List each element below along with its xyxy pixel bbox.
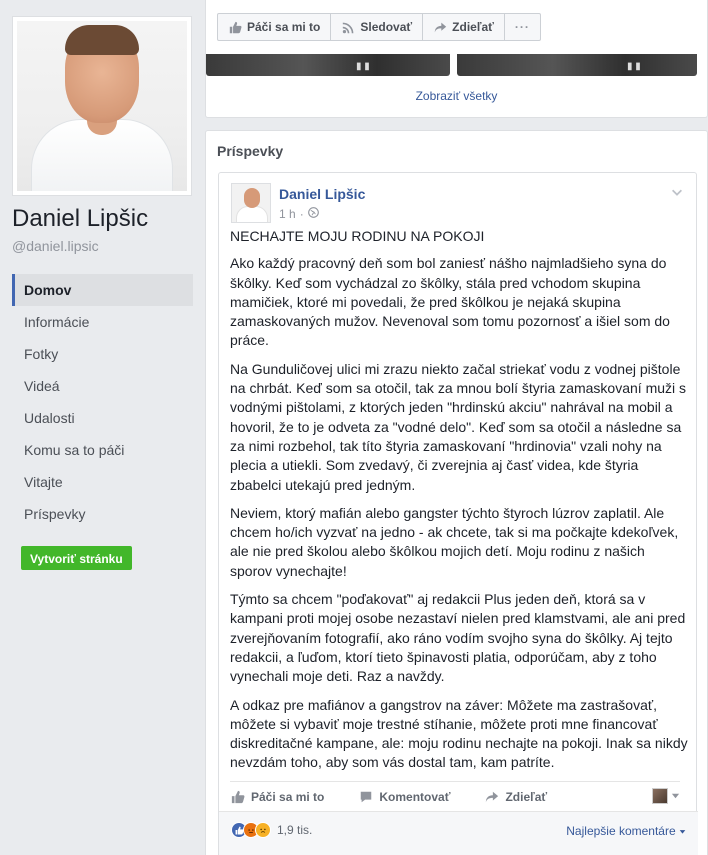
caret-down-icon (671, 789, 680, 803)
nav-item-informacie[interactable]: Informácie (24, 314, 90, 330)
page-action-bar (217, 13, 541, 41)
reaction-count: 1,9 tis. (277, 823, 313, 837)
posts-section-title: Príspevky (217, 143, 284, 159)
post-paragraph: Na Gunduličovej ulici mi zrazu niekto začal striekať vodu z vodnej pištole na chrbát. Keď som sa otočil, tak za mnou bolí štyria zamaskovaní muži s vodnými pištolami, z ktorých jeden "hrdinskú akciu" nahrával na mobil a hovoril, že to je odveta za "vodné delo". Keď som sa otočil a následne sa za nimi rozbehol, tak títo štyria zamaskovaní "hrdinovia" vzali nohy na plecia a utiekli. Som zvedavý, či zverejnia aj časť videa, kde štyria zbabelci utekajú pred jedným. (230, 360, 687, 493)
meta-dot: · (299, 207, 304, 221)
globe-icon (308, 207, 319, 221)
post-headline: NECHAJTE MOJU RODINU NA POKOJI (230, 228, 485, 244)
nav-item-vitajte[interactable]: Vitajte (24, 474, 63, 490)
share-arrow-icon (433, 20, 447, 34)
page-nav (12, 274, 193, 530)
sad-reaction-icon (255, 822, 271, 838)
share-page-label: Zdieľať (452, 20, 494, 34)
thumbs-up-icon (228, 20, 242, 34)
post (218, 172, 697, 855)
more-options-button[interactable] (505, 14, 540, 40)
photo-thumbnail[interactable] (457, 54, 697, 76)
post-paragraph: A odkaz pre mafiánov a gangstrov na záver: Môžete ma zastrašovať, môžete si vybaviť moje trestné stíhanie, môžete proti mne financovať diskreditačné kampane, ale: moju rodinu nechajte na pokoji. Inak sa nikdy nevzdám toho, aby som vás dostal tam, kam patríte. (230, 696, 688, 771)
share-page-button[interactable] (423, 14, 505, 40)
photo-likes-icon: ▮ ▮ (356, 61, 370, 72)
page-header-card (205, 0, 708, 118)
more-dots-icon: ··· (514, 20, 530, 34)
reactions-row (219, 811, 698, 855)
rss-icon (341, 20, 355, 34)
share-arrow-icon (484, 789, 500, 805)
share-post-button[interactable] (484, 789, 547, 805)
comment-bubble-icon (358, 789, 374, 805)
post-paragraph: Neviem, ktorý mafián alebo gangster týchto štyroch lúzrov zaplatil. Ale chcem ho/ich vyzvať na jedno - ak chcete, tak si ma počkajte kdekoľvek, ale nie pred školou alebo škôlkou mojich detí. Moju rodinu z našich sporov vynechajte! (230, 504, 679, 579)
chevron-down-icon[interactable] (670, 185, 684, 199)
post-paragraph: Týmto sa chcem "poďakovať" aj redakcii Plus jeden deň, ktorá sa v kampani proti mojej osobe nezastaví nielen pred klamstvami, ale ani pred zverejňovaním fotografií, ako ráno vodím svojho syna do škôlky. Aj tejto redakcii, a ľuďom, ktorí tieto špinavosti platia, odporúčam, aby z toho vynechali moje deti. Raz a navždy. (230, 591, 686, 685)
nav-item-domov[interactable]: Domov (12, 274, 193, 306)
photo-likes-icon: ▮ ▮ (627, 61, 641, 72)
profile-picture[interactable] (12, 16, 192, 196)
profile-name: Daniel Lipšic (12, 205, 149, 232)
comment-sort-label: Najlepšie komentáre (566, 824, 676, 838)
post-as-selector[interactable] (652, 788, 680, 804)
post-meta (279, 207, 319, 221)
like-page-label: Páči sa mi to (247, 20, 321, 34)
nav-item-prispevky[interactable]: Príspevky (24, 506, 86, 522)
comment-button[interactable] (358, 789, 450, 805)
comment-sort-dropdown[interactable] (566, 824, 686, 838)
nav-item-fotky[interactable]: Fotky (24, 346, 59, 362)
caret-down-icon (679, 824, 686, 838)
reaction-summary[interactable] (231, 822, 312, 838)
profile-handle[interactable]: @daniel.lipsic (12, 238, 99, 254)
post-paragraph: Ako každý pracovný deň som bol zaniesť nášho najmladšieho syna do škôlky. Keď som vychádzal zo škôlky, stála pred vchodom skupina mamičiek, ktoré mi povedali, že pred škôlkou je nejaká skupina zamaskovaných mužov. Nevenoval som tomu pozornosť a išiel som do práce. (230, 255, 670, 349)
nav-item-udalosti[interactable]: Udalosti (24, 410, 75, 426)
post-body (230, 227, 690, 782)
show-all-link[interactable]: Zobraziť všetky (415, 89, 498, 103)
post-author-name[interactable]: Daniel Lipšic (279, 186, 366, 202)
post-author-avatar[interactable] (231, 183, 271, 223)
photo-thumbnail[interactable] (206, 54, 450, 76)
photo-strip (206, 54, 708, 76)
nav-item-komu-sa-to-paci[interactable]: Komu sa to páči (24, 442, 125, 458)
like-post-button[interactable] (230, 789, 324, 805)
nav-item-videa[interactable]: Videá (24, 378, 60, 394)
posts-section (205, 130, 708, 855)
like-post-label: Páči sa mi to (251, 789, 325, 804)
follow-label: Sledovať (360, 20, 413, 34)
create-page-button[interactable]: Vytvoriť stránku (21, 546, 132, 570)
comment-label: Komentovať (379, 789, 451, 804)
like-page-button[interactable] (218, 14, 331, 40)
share-post-label: Zdieľať (505, 789, 548, 804)
left-column (0, 0, 204, 855)
thumbs-up-icon (230, 789, 246, 805)
follow-button[interactable] (331, 14, 423, 40)
post-timestamp[interactable]: 1 h (279, 207, 296, 221)
page-mini-avatar (652, 788, 668, 804)
post-action-bar (230, 781, 680, 811)
profile-photo (17, 21, 187, 191)
